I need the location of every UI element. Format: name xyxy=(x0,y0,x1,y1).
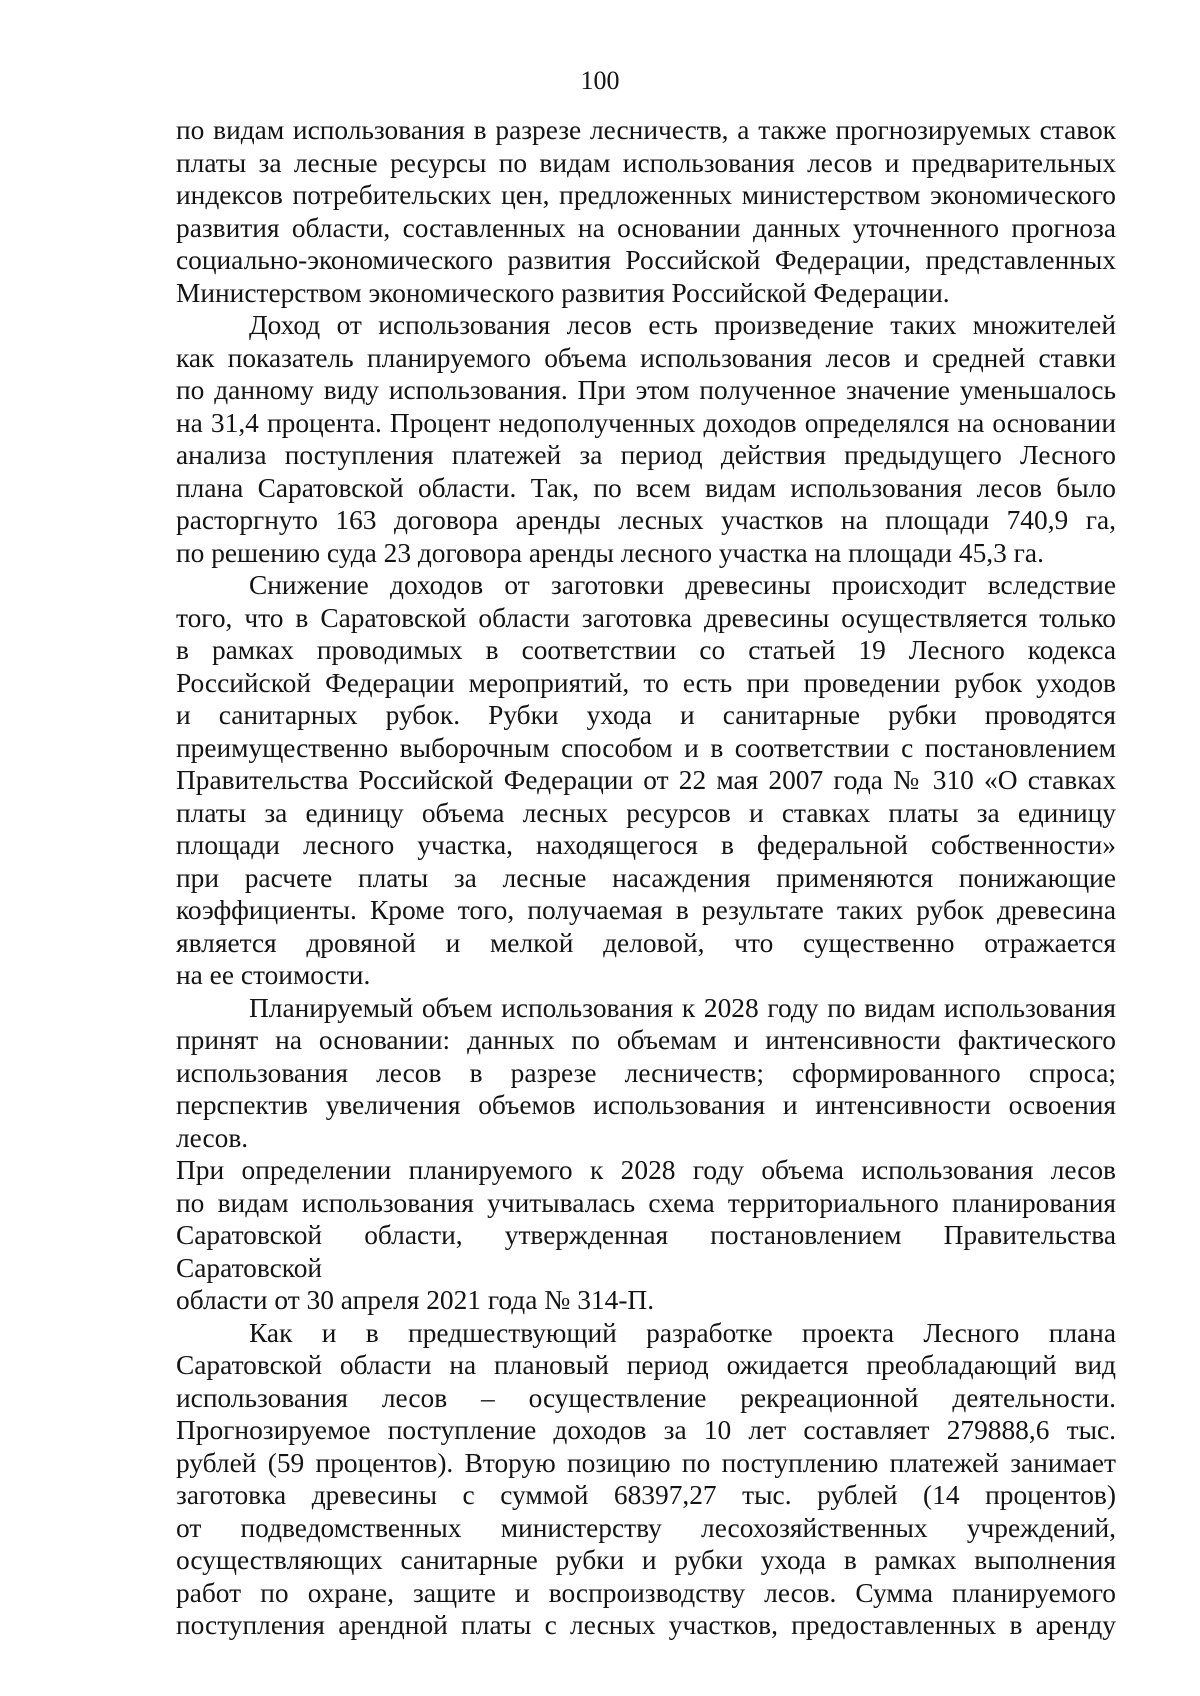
text-line: плана Саратовской области. Так, по всем видам использования лесов было xyxy=(176,472,1116,503)
text-line: на ее стоимости. xyxy=(176,960,371,990)
text-line: коэффициенты. Кроме того, получаемая в результате таких рубок древесина xyxy=(176,895,1116,925)
text-line: и санитарных рубок. Рубки ухода и санитарные рубки проводятся xyxy=(176,700,1116,730)
text-line: социально-экономического развития Российской Федерации, представленных xyxy=(176,245,1116,275)
text-line: принят на основании: данных по объемам и интенсивности фактического xyxy=(176,1025,1116,1055)
text-line: Как и в предшествующий разработке проекта Лесного плана xyxy=(249,1317,1116,1348)
text-line: расторгнуто 163 договора аренды лесных участков на площади 740,9 га, xyxy=(176,505,1116,535)
text-line: анализа поступления платежей за период действия предыдущего Лесного xyxy=(176,440,1116,470)
text-line: индексов потребительских цен, предложенных министерством экономического xyxy=(176,180,1116,210)
page-number: 100 xyxy=(580,66,620,95)
text-line: использования лесов в разрезе лесничеств; сформированного спроса; xyxy=(176,1057,1116,1088)
text-line: платы за единицу объема лесных ресурсов и ставках платы за единицу xyxy=(176,797,1116,828)
body-text xyxy=(176,114,1116,1642)
paragraph-planned-volume xyxy=(176,992,1116,1317)
text-line: поступления арендной платы с лесных участков, предоставленных в аренду xyxy=(176,1610,1116,1640)
text-line: Планируемый объем использования к 2028 году по видам использования xyxy=(249,992,1116,1023)
paragraph-timber-income xyxy=(176,569,1116,992)
paragraph-continuation xyxy=(176,114,1116,309)
text-line: того, что в Саратовской области заготовка древесины осуществляется только xyxy=(176,602,1116,633)
text-line: Саратовской области, утвержденная постановлением Правительства Саратовской xyxy=(176,1220,1116,1283)
paragraph-forecast xyxy=(176,1317,1116,1642)
text-line: площади лесного участка, находящегося в федеральной собственности» xyxy=(176,830,1116,860)
text-line: Снижение доходов от заготовки древесины происходит вследствие xyxy=(249,570,1116,600)
text-line: по видам использования учитывалась схема территориального планирования xyxy=(176,1187,1116,1218)
text-line: При определении планируемого к 2028 году объема использования лесов xyxy=(176,1155,1116,1185)
text-line: перспектив увеличения объемов использования и интенсивности освоения лесов. xyxy=(176,1090,1116,1153)
text-line: осуществляющих санитарные рубки и рубки ухода в рамках выполнения xyxy=(176,1545,1116,1575)
text-line: при расчете платы за лесные насаждения применяются понижающие xyxy=(176,862,1116,893)
text-line: Саратовской области на плановый период ожидается преобладающий вид xyxy=(176,1350,1116,1380)
text-line: рублей (59 процентов). Вторую позицию по поступлению платежей занимает xyxy=(176,1447,1116,1478)
text-line: Министерством экономического развития Российской Федерации. xyxy=(176,277,950,308)
text-line: области от 30 апреля 2021 года № 314-П. xyxy=(176,1285,655,1315)
text-line: по видам использования в разрезе лесничеств, а также прогнозируемых ставок xyxy=(176,115,1116,145)
text-line: использования лесов – осуществление рекреационной деятельности. xyxy=(176,1382,1116,1413)
text-line: заготовка древесины с суммой 68397,27 тыс. рублей (14 процентов) xyxy=(176,1480,1116,1510)
text-line: является дровяной и мелкой деловой, что существенно отражается xyxy=(176,927,1116,958)
text-line: как показатель планируемого объема использования лесов и средней ставки xyxy=(176,342,1116,373)
paragraph-income xyxy=(176,309,1116,569)
text-line: Российской Федерации мероприятий, то есть при проведении рубок уходов xyxy=(176,667,1116,698)
text-line: работ по охране, защите и воспроизводству лесов. Сумма планируемого xyxy=(176,1577,1116,1608)
text-line: развития области, составленных на основании данных уточненного прогноза xyxy=(176,212,1116,243)
text-line: Доход от использования лесов есть произведение таких множителей xyxy=(249,310,1116,340)
text-line: преимущественно выборочным способом и в соответствии с постановлением xyxy=(176,732,1116,763)
text-line: на 31,4 процента. Процент недополученных доходов определялся на основании xyxy=(176,407,1116,438)
text-line: платы за лесные ресурсы по видам использования лесов и предварительных xyxy=(176,147,1116,178)
text-line: от подведомственных министерству лесохозяйственных учреждений, xyxy=(176,1512,1116,1543)
text-line: по данному виду использования. При этом полученное значение уменьшалось xyxy=(176,375,1116,405)
text-line: Правительства Российской Федерации от 22 мая 2007 года № 310 «О ставках xyxy=(176,765,1116,795)
text-line: Прогнозируемое поступление доходов за 10 лет составляет 279888,6 тыс. xyxy=(176,1415,1116,1445)
text-line: по решению суда 23 договора аренды лесного участка на площади 45,3 га. xyxy=(176,537,1044,568)
text-line: в рамках проводимых в соответствии со статьей 19 Лесного кодекса xyxy=(176,635,1116,665)
